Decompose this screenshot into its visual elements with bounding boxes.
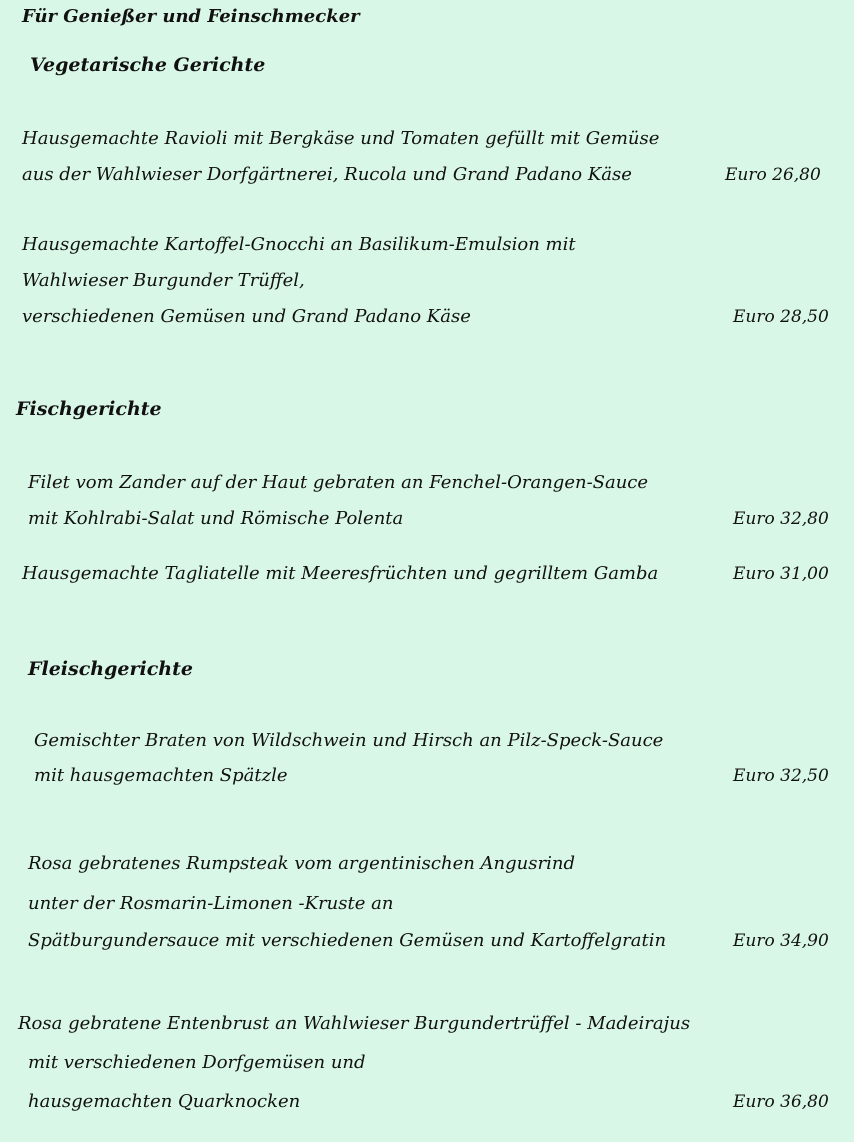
dish-price: Euro 26,80 — [725, 165, 821, 185]
menu-header: Für Genießer und Feinschmecker — [22, 6, 360, 27]
dish-price: Euro 32,80 — [733, 509, 829, 529]
section-title-fish: Fischgerichte — [16, 398, 162, 420]
dish-description-line: Filet vom Zander auf der Haut gebraten an Fenchel-Orangen-Sauce — [28, 472, 649, 493]
dish-price: Euro 36,80 — [733, 1092, 829, 1112]
dish-description-line: verschiedenen Gemüsen und Grand Padano Käse — [22, 306, 471, 327]
section-title-vegetarian: Vegetarische Gerichte — [30, 54, 266, 76]
dish-price: Euro 32,50 — [733, 766, 829, 786]
dish-description-line: unter der Rosmarin-Limonen -Kruste an — [28, 893, 394, 914]
dish-description-line: Hausgemachte Kartoffel-Gnocchi an Basilikum-Emulsion mit — [22, 234, 576, 255]
dish-description-line: Wahlwieser Burgunder Trüffel, — [22, 270, 305, 291]
dish-description-line: Rosa gebratene Entenbrust an Wahlwieser Burgundertrüffel - Madeirajus — [18, 1013, 691, 1034]
dish-price: Euro 34,90 — [733, 931, 829, 951]
dish-description-line: aus der Wahlwieser Dorfgärtnerei, Rucola und Grand Padano Käse — [22, 164, 632, 185]
dish-description-line: Hausgemachte Ravioli mit Bergkäse und Tomaten gefüllt mit Gemüse — [22, 128, 660, 149]
dish-description-line: mit verschiedenen Dorfgemüsen und — [28, 1052, 366, 1073]
dish-price: Euro 28,50 — [733, 307, 829, 327]
dish-description-line: mit Kohlrabi-Salat und Römische Polenta — [28, 508, 404, 529]
dish-price: Euro 31,00 — [733, 564, 829, 584]
dish-description-line: mit hausgemachten Spätzle — [34, 765, 288, 786]
dish-description-line: Rosa gebratenes Rumpsteak vom argentinischen Angusrind — [28, 853, 575, 874]
dish-description-line: Hausgemachte Tagliatelle mit Meeresfrüchten und gegrilltem Gamba — [22, 563, 659, 584]
dish-description-line: Gemischter Braten von Wildschwein und Hirsch an Pilz-Speck-Sauce — [34, 730, 664, 751]
dish-description-line: Spätburgundersauce mit verschiedenen Gemüsen und Kartoffelgratin — [28, 930, 667, 951]
section-title-meat: Fleischgerichte — [28, 658, 193, 680]
dish-description-line: hausgemachten Quarknocken — [28, 1091, 301, 1112]
